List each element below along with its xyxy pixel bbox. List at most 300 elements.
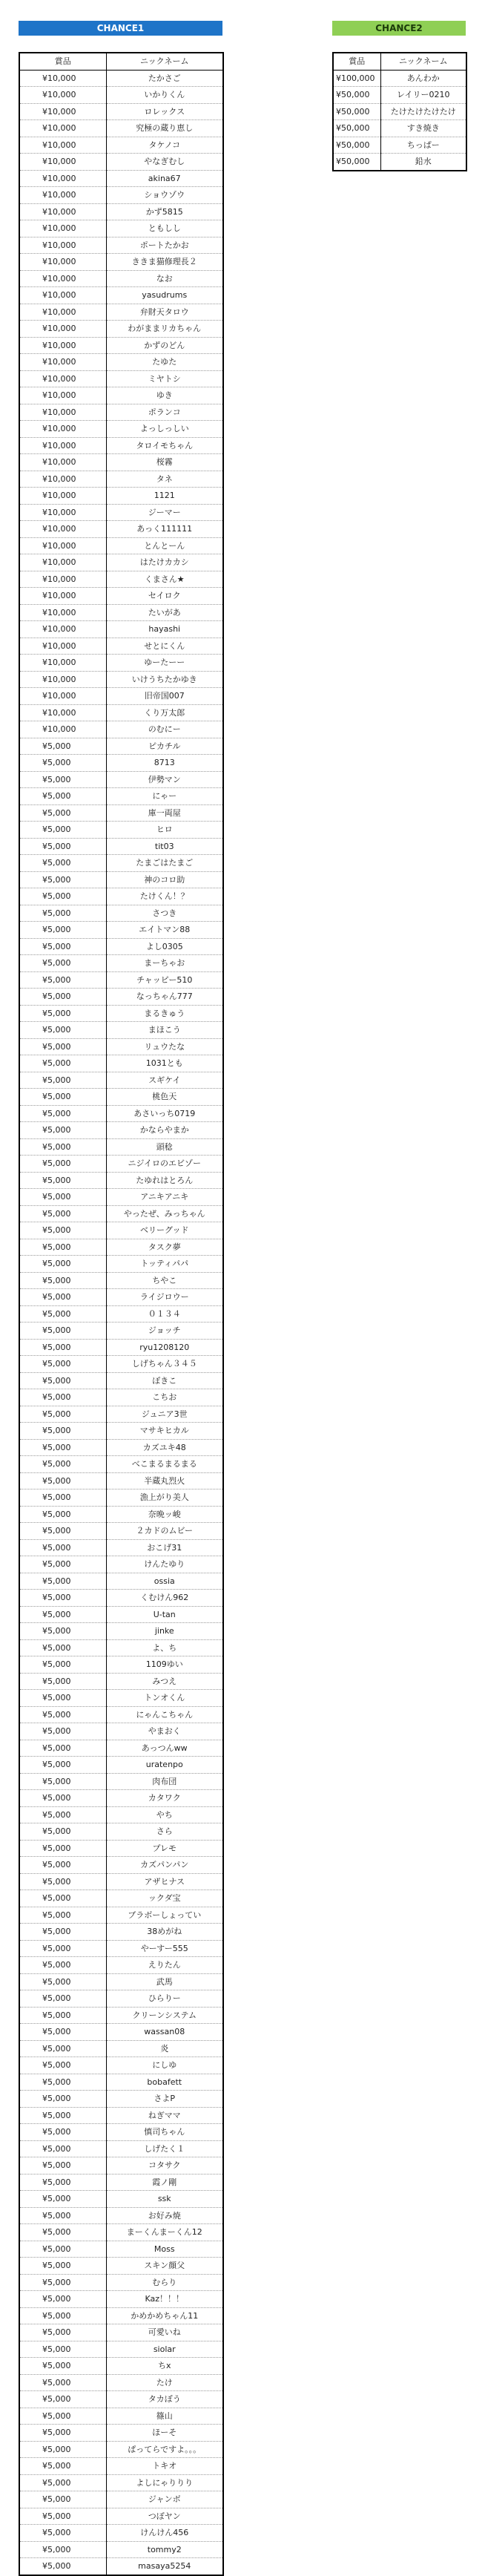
prize-cell: ¥5,000 [19,1539,106,1556]
table-row [19,2358,223,2375]
table-row [333,154,466,171]
table-row [19,220,223,237]
table-row [19,103,223,120]
prize-cell: ¥5,000 [19,2458,106,2475]
table-row [19,1873,223,1890]
table-row [19,2024,223,2041]
prize-cell: ¥5,000 [19,1623,106,1640]
nickname-cell: ssk [106,2191,223,2208]
nickname-cell: ききま猫修理長２ [106,254,223,271]
table-header-row [333,53,466,70]
prize-cell: ¥5,000 [19,2324,106,2341]
nickname-cell: スギケイ [106,1072,223,1089]
prize-cell: ¥10,000 [19,87,106,104]
nickname-cell: しげたく１ [106,2140,223,2157]
prize-cell: ¥5,000 [19,1472,106,1489]
prize-cell: ¥10,000 [19,454,106,471]
table-row [19,1072,223,1089]
table-row [19,1907,223,1924]
prize-cell: ¥50,000 [333,87,380,104]
table-row [19,488,223,505]
nickname-cell: ねぎママ [106,2107,223,2124]
prize-column-header: 賞品 [19,53,106,70]
prize-cell: ¥5,000 [19,2408,106,2425]
table-row [19,504,223,521]
prize-cell: ¥50,000 [333,154,380,171]
nickname-cell: ともしし [106,220,223,237]
table-row [19,1556,223,1573]
table-row [19,1990,223,2008]
table-row [19,321,223,338]
prize-cell: ¥5,000 [19,2074,106,2091]
nickname-cell: プレモ [106,1840,223,1857]
chance2-table-body [333,70,466,171]
table-row [19,888,223,905]
table-row [19,1806,223,1823]
table-row [19,1957,223,1974]
table-row [19,1489,223,1507]
table-row [19,838,223,855]
table-row [19,270,223,287]
prize-cell: ¥10,000 [19,521,106,538]
table-row [19,1472,223,1489]
nickname-cell: たいがあ [106,604,223,621]
prize-cell: ¥5,000 [19,1757,106,1774]
nickname-cell: uratenpo [106,1757,223,1774]
nickname-cell: ミヤトシ [106,370,223,387]
table-row [19,2458,223,2475]
prize-cell: ¥10,000 [19,237,106,254]
chance1-table-body [19,70,223,2575]
table-row [19,2040,223,2057]
table-row [19,771,223,788]
table-row [19,1723,223,1740]
prize-cell: ¥10,000 [19,137,106,154]
prize-cell: ¥5,000 [19,1389,106,1406]
nickname-cell: タスク夢 [106,1239,223,1256]
nickname-cell: 炎 [106,2040,223,2057]
table-row [19,1389,223,1406]
nickname-cell: たまごはたまご [106,855,223,872]
nickname-cell: カズユキ48 [106,1439,223,1456]
chance1-title: CHANCE1 [19,21,222,36]
table-row [19,2508,223,2525]
prize-cell: ¥10,000 [19,488,106,505]
table-row [19,2207,223,2224]
table-row [19,1339,223,1356]
nickname-cell: やまおく [106,1723,223,1740]
table-row [19,1573,223,1590]
prize-cell: ¥5,000 [19,2274,106,2291]
table-row [19,1205,223,1222]
table-row [19,1356,223,1373]
table-row [19,170,223,187]
nickname-cell: さら [106,1823,223,1841]
nickname-cell: さつき [106,905,223,922]
prize-cell: ¥5,000 [19,1556,106,1573]
prize-cell: ¥5,000 [19,1606,106,1623]
nickname-cell: ピカチル [106,738,223,755]
table-row [19,989,223,1006]
table-row [19,137,223,154]
nickname-cell: ジュニア3世 [106,1406,223,1423]
nickname-cell: えりたん [106,1957,223,1974]
nickname-cell: ０１３４ [106,1305,223,1323]
prize-cell: ¥5,000 [19,1639,106,1656]
table-row [19,1656,223,1674]
nickname-cell: ossia [106,1573,223,1590]
nickname-cell: お好み焼 [106,2207,223,2224]
nickname-cell: いけうちたかゆき [106,671,223,688]
nickname-cell: ライジロウー [106,1289,223,1306]
table-row [19,804,223,822]
nickname-cell: 桃色天 [106,1089,223,1106]
table-row [19,971,223,989]
prize-cell: ¥10,000 [19,688,106,705]
nickname-cell: ほーそ [106,2425,223,2442]
table-row [19,2291,223,2308]
nickname-cell: wassan08 [106,2024,223,2041]
table-row [19,2124,223,2141]
prize-cell: ¥5,000 [19,2525,106,2542]
nickname-cell: タカぼう [106,2391,223,2408]
prize-cell: ¥10,000 [19,321,106,338]
nickname-cell: ポートたかお [106,237,223,254]
table-row [19,2324,223,2341]
table-row [19,1639,223,1656]
nickname-cell: 霞ノ剛 [106,2174,223,2191]
nickname-cell: かずのどん [106,337,223,354]
prize-cell: ¥5,000 [19,1055,106,1072]
prize-cell: ¥5,000 [19,1723,106,1740]
prize-cell: ¥5,000 [19,1890,106,1907]
table-row [19,1289,223,1306]
prize-cell: ¥5,000 [19,855,106,872]
prize-cell: ¥5,000 [19,2474,106,2491]
nickname-cell: やったぜ、みっちゃん [106,1205,223,1222]
table-row [19,2107,223,2124]
table-row [19,1539,223,1556]
nickname-cell: ゆーたーー [106,655,223,672]
table-row [19,1439,223,1456]
table-row [19,1940,223,1957]
table-row [19,1272,223,1289]
prize-cell: ¥5,000 [19,755,106,772]
table-row [19,154,223,171]
prize-cell: ¥5,000 [19,1573,106,1590]
nickname-cell: 漁上がり美人 [106,1489,223,1507]
nickname-cell: jinke [106,1623,223,1640]
prize-cell: ¥5,000 [19,804,106,822]
prize-cell: ¥5,000 [19,1456,106,1473]
nickname-cell: よっしっしい [106,421,223,438]
prize-cell: ¥10,000 [19,655,106,672]
table-row [19,2441,223,2458]
prize-cell: ¥5,000 [19,1205,106,1222]
prize-cell: ¥5,000 [19,2374,106,2391]
prize-cell: ¥10,000 [19,721,106,738]
prize-cell: ¥5,000 [19,1990,106,2008]
table-row [19,1239,223,1256]
prize-cell: ¥5,000 [19,1773,106,1790]
nickname-cell: ひらりー [106,1990,223,2008]
nickname-cell: くまさん★ [106,571,223,588]
nickname-cell: ryu1208120 [106,1339,223,1356]
nickname-cell: 38めがね [106,1924,223,1941]
nickname-cell: けんたゆり [106,1556,223,1573]
nickname-cell: ちx [106,2358,223,2375]
table-row [19,2474,223,2491]
nickname-cell: ブラボーしょってい [106,1907,223,1924]
prize-cell: ¥5,000 [19,788,106,805]
nickname-cell: にしゆ [106,2057,223,2074]
prize-cell: ¥5,000 [19,1857,106,1874]
prize-cell: ¥10,000 [19,370,106,387]
prize-cell: ¥5,000 [19,1690,106,1707]
table-row [19,1890,223,1907]
prize-cell: ¥5,000 [19,1439,106,1456]
table-header-row [19,53,223,70]
table-row [19,588,223,605]
prize-cell: ¥5,000 [19,2307,106,2324]
nickname-cell: 弁財天タロウ [106,304,223,321]
prize-cell: ¥5,000 [19,1239,106,1256]
prize-cell: ¥5,000 [19,989,106,1006]
prize-cell: ¥10,000 [19,404,106,421]
table-row [19,2241,223,2258]
nickname-cell: のむにー [106,721,223,738]
prize-cell: ¥5,000 [19,1372,106,1389]
nickname-cell: いかりくん [106,87,223,104]
prize-cell: ¥5,000 [19,1907,106,1924]
table-row [19,604,223,621]
table-row [19,655,223,672]
prize-cell: ¥5,000 [19,2091,106,2108]
nickname-cell: けんけん456 [106,2525,223,2542]
table-row [19,2157,223,2174]
nickname-column-header: ニックネーム [106,53,223,70]
prize-cell: ¥10,000 [19,103,106,120]
table-row [19,1256,223,1273]
nickname-cell: ２カドのムビー [106,1523,223,1540]
prize-cell: ¥5,000 [19,2241,106,2258]
nickname-cell: たけくん！？ [106,888,223,905]
nickname-cell: たけたけたけたけ [380,103,466,120]
prize-cell: ¥10,000 [19,203,106,220]
nickname-cell: あっつんww [106,1740,223,1757]
nickname-cell: masaya5254 [106,2558,223,2575]
prize-cell: ¥10,000 [19,354,106,371]
prize-cell: ¥5,000 [19,1940,106,1957]
prize-cell: ¥5,000 [19,1790,106,1807]
nickname-cell: はたけカカシ [106,554,223,571]
table-row [19,1506,223,1523]
table-row [19,1706,223,1723]
chance2-winners-table [332,52,467,171]
prize-cell: ¥10,000 [19,421,106,438]
nickname-cell: たゆれはとろん [106,1172,223,1189]
prize-cell: ¥5,000 [19,1138,106,1156]
table-row [19,2374,223,2391]
prize-cell: ¥5,000 [19,1072,106,1089]
prize-cell: ¥5,000 [19,1256,106,1273]
nickname-cell: 1109ゆい [106,1656,223,1674]
nickname-cell: やーすー555 [106,1940,223,1957]
prize-cell: ¥5,000 [19,1957,106,1974]
prize-cell: ¥5,000 [19,2140,106,2157]
prize-cell: ¥5,000 [19,938,106,955]
nickname-cell: リュウたな [106,1038,223,1055]
prize-cell: ¥50,000 [333,120,380,137]
prize-cell: ¥100,000 [333,70,380,87]
table-row [19,1222,223,1239]
prize-cell: ¥5,000 [19,1122,106,1139]
nickname-cell: ヒロ [106,822,223,839]
prize-cell: ¥10,000 [19,588,106,605]
table-row [19,1022,223,1039]
table-row [19,1673,223,1690]
prize-cell: ¥5,000 [19,1323,106,1340]
prize-cell: ¥10,000 [19,70,106,87]
nickname-cell: まーちゃお [106,955,223,972]
table-row [19,1606,223,1623]
table-row [19,2408,223,2425]
prize-cell: ¥10,000 [19,254,106,271]
table-row [19,2274,223,2291]
table-row [19,2541,223,2558]
nickname-cell: Kaz！！！ [106,2291,223,2308]
nickname-cell: ぱってらですよ。。。 [106,2441,223,2458]
table-row [19,2525,223,2542]
prize-cell: ¥5,000 [19,888,106,905]
table-row [19,120,223,137]
nickname-cell: 篠山 [106,2408,223,2425]
nickname-cell: おこげ31 [106,1539,223,1556]
prize-cell: ¥5,000 [19,2157,106,2174]
table-row [19,1138,223,1156]
table-row [19,788,223,805]
prize-cell: ¥5,000 [19,2040,106,2057]
nickname-cell: わがままリカちゃん [106,321,223,338]
prize-cell: ¥5,000 [19,1523,106,1540]
table-row [333,137,466,154]
nickname-cell: 肉布団 [106,1773,223,1790]
table-row [19,203,223,220]
prize-cell: ¥5,000 [19,1590,106,1607]
prize-cell: ¥10,000 [19,187,106,204]
prize-cell: ¥5,000 [19,1656,106,1674]
prize-cell: ¥10,000 [19,671,106,688]
nickname-cell: さよP [106,2091,223,2108]
table-row [19,2074,223,2091]
nickname-cell: トッティパパ [106,1256,223,1273]
prize-cell: ¥5,000 [19,2107,106,2124]
nickname-cell: 桜霧 [106,454,223,471]
nickname-cell: せとにくん [106,638,223,655]
table-row [19,2191,223,2208]
prize-cell: ¥10,000 [19,270,106,287]
nickname-cell: べこまるまるまる [106,1456,223,1473]
prize-cell: ¥5,000 [19,2425,106,2442]
nickname-cell: たゆた [106,354,223,371]
table-row [19,1690,223,1707]
prize-cell: ¥5,000 [19,1423,106,1440]
prize-cell: ¥10,000 [19,571,106,588]
prize-cell: ¥5,000 [19,738,106,755]
nickname-cell: ゆき [106,387,223,404]
nickname-cell: yasudrums [106,287,223,304]
nickname-cell: アザヒナス [106,1873,223,1890]
nickname-cell: よしにゃりりり [106,2474,223,2491]
nickname-cell: まほこう [106,1022,223,1039]
nickname-cell: かず5815 [106,203,223,220]
table-row [19,1757,223,1774]
table-row [19,621,223,638]
nickname-cell: やち [106,1806,223,1823]
table-row [333,70,466,87]
prize-cell: ¥5,000 [19,1105,106,1122]
table-row [19,2391,223,2408]
nickname-cell: みつえ [106,1673,223,1690]
prize-cell: ¥10,000 [19,604,106,621]
nickname-cell: 慎司ちゃん [106,2124,223,2141]
nickname-cell: 庫一両屋 [106,804,223,822]
table-row [19,1305,223,1323]
table-row [19,1456,223,1473]
table-row [19,2140,223,2157]
table-row [19,1423,223,1440]
nickname-cell: Moss [106,2241,223,2258]
prize-cell: ¥5,000 [19,1272,106,1289]
nickname-cell: siolar [106,2341,223,2358]
prize-cell: ¥10,000 [19,120,106,137]
chance1-winners-table [19,52,224,2576]
nickname-cell: ジーマー [106,504,223,521]
prize-cell: ¥5,000 [19,822,106,839]
table-row [19,1590,223,1607]
table-row [19,822,223,839]
table-row [19,2174,223,2191]
nickname-cell: 1121 [106,488,223,505]
nickname-cell: あんわか [380,70,466,87]
nickname-cell: ショウゾウ [106,187,223,204]
nickname-cell: ジョッチ [106,1323,223,1340]
prize-cell: ¥10,000 [19,704,106,721]
prize-cell: ¥10,000 [19,170,106,187]
nickname-cell: かならやまか [106,1122,223,1139]
prize-cell: ¥5,000 [19,1005,106,1022]
nickname-cell: たけ [106,2374,223,2391]
prize-cell: ¥5,000 [19,1289,106,1306]
table-row [19,2491,223,2508]
prize-cell: ¥5,000 [19,2124,106,2141]
prize-cell: ¥5,000 [19,1506,106,1523]
table-row [19,755,223,772]
nickname-cell: くむけん962 [106,1590,223,1607]
table-row [19,1055,223,1072]
table-row [19,571,223,588]
nickname-cell: カズパンパン [106,1857,223,1874]
prize-cell: ¥5,000 [19,1740,106,1757]
nickname-cell: やなぎむし [106,154,223,171]
prize-cell: ¥5,000 [19,2558,106,2575]
nickname-cell: 旧帝国007 [106,688,223,705]
prize-cell: ¥5,000 [19,905,106,922]
table-row [19,1823,223,1841]
prize-cell: ¥10,000 [19,471,106,488]
table-row [19,70,223,87]
nickname-cell: タネ [106,471,223,488]
